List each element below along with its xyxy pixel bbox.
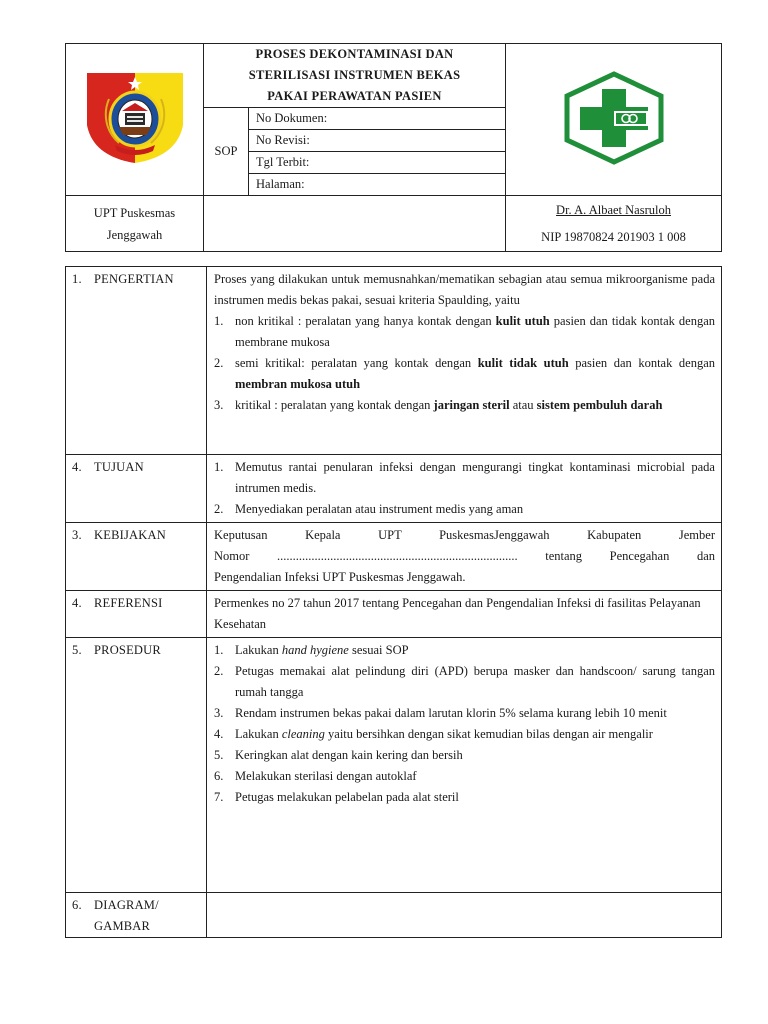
list-text: Melakukan sterilasi dengan autoklaf xyxy=(235,769,417,783)
regency-logo-cell xyxy=(66,44,204,196)
list-item xyxy=(214,787,715,808)
unit-name-line: Jenggawah xyxy=(106,227,163,242)
list-text: non kritikal : peralatan yang hanya kontak dengan xyxy=(235,314,496,328)
list-text: kritikal : peralatan yang kontak dengan xyxy=(235,398,434,412)
list-text: semi kritikal: peralatan yang kontak dengan xyxy=(235,356,478,370)
list-text: yaitu bersihkan dengan sikat kemudian bilas dengan air mengalir xyxy=(324,727,653,741)
section-title: PENGERTIAN xyxy=(94,272,174,286)
list-number: 1. xyxy=(214,314,224,328)
list-italic: hand hygiene xyxy=(281,643,349,657)
section-row xyxy=(66,455,722,523)
definition-intro xyxy=(214,269,715,311)
list-item xyxy=(214,395,715,416)
section-title: DIAGRAM/ xyxy=(94,898,159,912)
section-row xyxy=(66,523,722,591)
reference-text: Permenkes no 27 tahun 2017 tentang Pencegahan dan Pengendalian Infeksi di fasilitas Pelayanan Kesehatan xyxy=(214,596,701,631)
list-number: 7. xyxy=(214,790,224,804)
title-line: PROSES DEKONTAMINASI DAN xyxy=(255,47,454,61)
list-text: pasien dan tidak kontak dengan membrane mukosa xyxy=(235,314,716,349)
list-emphasis: kulit tidak utuh xyxy=(477,356,569,370)
section-label xyxy=(66,591,207,638)
signer-name: Dr. A. Albaet Nasruloh xyxy=(556,202,671,217)
list-number: 2. xyxy=(214,502,224,516)
list-text: Lakukan xyxy=(235,727,282,741)
signer-nip: NIP 19870824 201903 1 008 xyxy=(541,229,686,244)
list-number: 1. xyxy=(214,460,224,474)
list-emphasis: sistem pembuluh darah xyxy=(536,398,663,412)
list-item xyxy=(214,311,715,353)
list-item xyxy=(214,640,715,661)
definition-content xyxy=(207,267,722,455)
revision-number-field: No Revisi: xyxy=(249,130,506,152)
list-text: Rendam instrumen bekas pakai dalam larutan klorin 5% selama kurang lebih 10 menit xyxy=(235,706,667,720)
section-label xyxy=(66,893,207,938)
list-number: 3. xyxy=(214,398,224,412)
regency-emblem-icon xyxy=(79,69,191,167)
list-item xyxy=(214,703,715,724)
spaulding-list xyxy=(214,311,715,416)
document-number-field: No Dokumen: xyxy=(249,108,506,130)
title-line: PAKAI PERAWATAN PASIEN xyxy=(267,89,442,103)
signature-cell xyxy=(506,196,722,252)
section-title: PROSEDUR xyxy=(94,643,161,657)
document-title xyxy=(204,44,506,108)
list-item xyxy=(214,457,715,499)
puskesmas-logo-cell xyxy=(506,44,722,196)
list-text: Petugas melakukan pelabelan pada alat steril xyxy=(235,790,459,804)
policy-line: Keputusan Kepala UPT PuskesmasJenggawah Kabupaten Jember xyxy=(214,528,715,542)
list-text: Lakukan xyxy=(235,643,282,657)
section-number: 3. xyxy=(72,528,82,542)
title-line: STERILISASI INSTRUMEN BEKAS xyxy=(248,68,461,82)
list-text: Menyediakan peralatan atau instrument medis yang aman xyxy=(235,502,524,516)
procedure-list xyxy=(214,640,715,808)
list-text: Memutus rantai penularan infeksi dengan mengurangi tingkat kontaminasi microbial pada intrumen medis. xyxy=(235,460,715,495)
section-label xyxy=(66,267,207,455)
list-emphasis: kulit utuh xyxy=(495,314,550,328)
sop-content-table xyxy=(65,266,722,938)
objective-content xyxy=(207,455,722,523)
list-number: 5. xyxy=(214,748,224,762)
section-title: GAMBAR xyxy=(94,919,151,933)
section-number: 1. xyxy=(72,272,82,286)
list-emphasis: membran mukosa utuh xyxy=(235,377,361,391)
diagram-content xyxy=(207,893,722,938)
unit-name-cell xyxy=(66,196,204,252)
list-number: 6. xyxy=(214,769,224,783)
section-title: REFERENSI xyxy=(94,596,163,610)
puskesmas-logo-icon xyxy=(562,71,666,165)
section-number: 5. xyxy=(72,643,82,657)
list-text: sesuai SOP xyxy=(348,643,409,657)
section-title: KEBIJAKAN xyxy=(94,528,166,542)
policy-content xyxy=(207,523,722,591)
blank-cell xyxy=(204,196,506,252)
definition-text: Proses yang dilakukan untuk memusnahkan/mematikan sebagian atau semua mikroorganisme pada instrumen medis bekas pakai, sesuai kriteria Spaulding, xyxy=(214,272,715,307)
list-text: pasien dan kontak dengan xyxy=(568,356,715,370)
procedure-content xyxy=(207,638,722,893)
list-emphasis: jaringan steril xyxy=(433,398,510,412)
unit-name-line: UPT Puskesmas xyxy=(93,205,176,220)
list-item xyxy=(214,499,715,520)
section-row xyxy=(66,893,722,938)
list-number: 2. xyxy=(214,356,224,370)
list-text: Keringkan alat dengan kain kering dan bersih xyxy=(235,748,463,762)
section-number: 4. xyxy=(72,596,82,610)
section-row xyxy=(66,267,722,455)
list-number: 4. xyxy=(214,727,224,741)
list-italic: cleaning xyxy=(281,727,325,741)
reference-content xyxy=(207,591,722,638)
definition-text: yaitu xyxy=(494,293,520,307)
list-text: Petugas memakai alat pelindung diri (APD) berupa masker dan handscoon/ sarung tangan rumah tangga xyxy=(235,664,715,699)
policy-line: Pengendalian Infeksi UPT Puskesmas Jenggawah. xyxy=(214,570,466,584)
list-item xyxy=(214,353,715,395)
issue-date-field: Tgl Terbit: xyxy=(249,152,506,174)
section-number: 4. xyxy=(72,460,82,474)
list-text: atau xyxy=(509,398,537,412)
list-item xyxy=(214,745,715,766)
list-number: 1. xyxy=(214,643,224,657)
section-number: 6. xyxy=(72,898,82,912)
section-label xyxy=(66,638,207,893)
section-label xyxy=(66,523,207,591)
list-item xyxy=(214,724,715,745)
sop-header-table xyxy=(65,43,722,252)
section-row xyxy=(66,638,722,893)
page-number-field: Halaman: xyxy=(249,174,506,196)
section-label xyxy=(66,455,207,523)
list-item xyxy=(214,661,715,703)
objective-list xyxy=(214,457,715,520)
list-item xyxy=(214,766,715,787)
sop-label: SOP xyxy=(204,108,249,196)
section-row xyxy=(66,591,722,638)
policy-line: Nomor ............................................................................. tentang Pencegahan dan xyxy=(214,549,715,563)
section-title: TUJUAN xyxy=(94,460,144,474)
list-number: 3. xyxy=(214,706,224,720)
list-number: 2. xyxy=(214,664,224,678)
